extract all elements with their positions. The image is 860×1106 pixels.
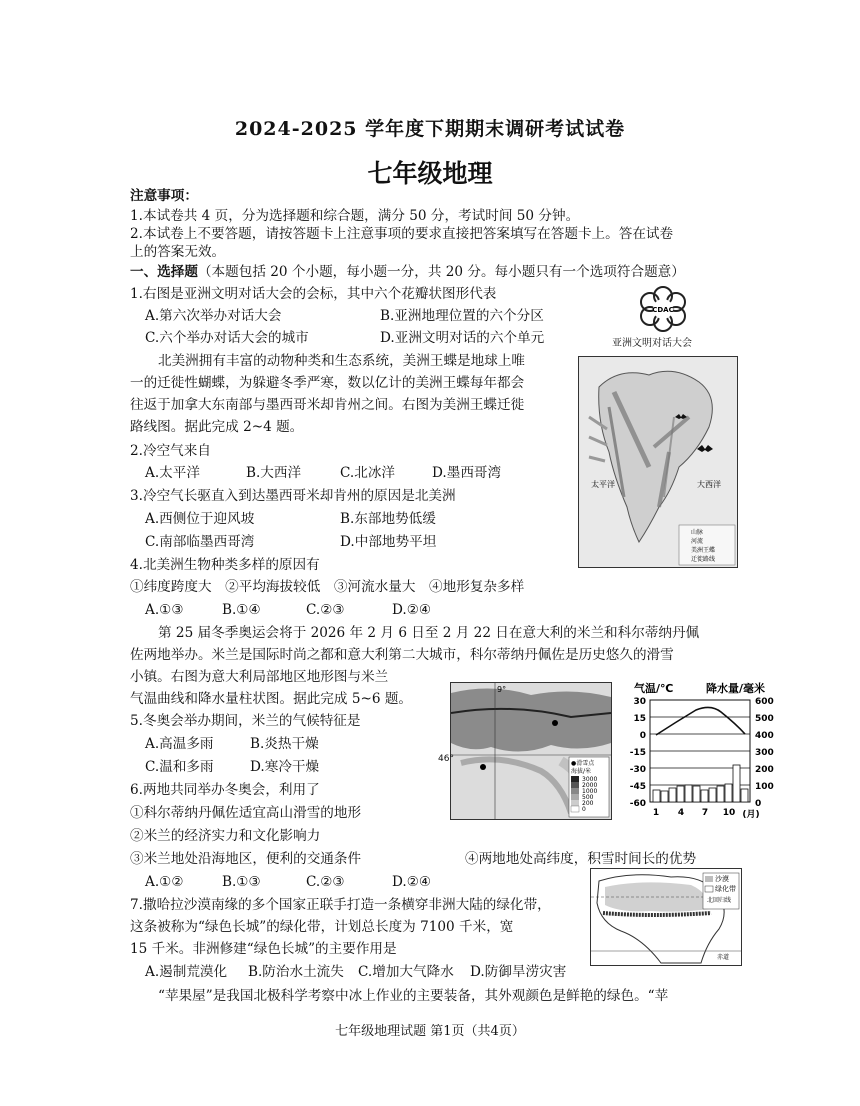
precip-tick-0: 0 [755, 799, 762, 809]
passage3-line1: “苹果屋”是我国北极科学考察中冰上作业的主要装备，其外观颜色是鲜艳的绿色。“苹 [158, 988, 669, 1004]
q7-line2: 这条被称为“绿色长城”的绿化带，计划总长度为 7100 千米，宽 [130, 919, 514, 935]
q1-option-a: A.第六次举办对话大会 [145, 308, 282, 324]
passage1-line2: 一的迁徙性蝴蝶，为躲避冬季严寒，数以亿计的美洲王蝶每年都会 [130, 375, 525, 391]
notice-item-2b: 上的答案无效。 [130, 244, 226, 260]
passage1-line4: 路线图。据此完成 2~4 题。 [130, 419, 304, 435]
legend-value-200: 200 [582, 800, 594, 807]
precip-tick-400: 400 [755, 731, 774, 741]
q3-option-d: D.中部地势平坦 [340, 534, 437, 550]
month-4: 4 [677, 808, 685, 818]
precip-bar [741, 789, 748, 802]
precip-bar [709, 788, 716, 802]
page-footer: 七年级地理试题 第1页（共4页） [335, 1024, 525, 1039]
legend-mountains: 山脉 [691, 529, 704, 536]
q7-line3: 15 千米。非洲修建“绿色长城”的主要作用是 [130, 941, 397, 957]
legend-route: 迁徙路线 [691, 556, 716, 563]
month-unit: (月) [742, 810, 760, 820]
q1-option-c: C.六个举办对话大会的城市 [145, 330, 309, 346]
precip-tick-300: 300 [755, 748, 774, 758]
q4-option-b: B.①④ [222, 602, 261, 618]
precip-axis-title: 降水量/毫米 [706, 682, 766, 695]
q3-stem: 3.冷空气长驱直入到达墨西哥米却肯州的原因是北美洲 [130, 488, 456, 504]
q6-choice-3: ③米兰地处沿海地区，便利的交通条件 [130, 851, 362, 867]
flower-logo-icon [628, 280, 698, 336]
precip-bar [725, 784, 732, 802]
exam-subject: 七年级地理 [367, 159, 493, 188]
passage2-line1: 第 25 届冬季奥运会将于 2026 年 2 月 6 日至 2 月 22 日在意大利的米兰和科尔蒂纳丹佩 [158, 625, 700, 641]
q5-option-b: B.炎热干燥 [250, 736, 319, 752]
legend-elevation-unit: 海拔/米 [571, 768, 592, 775]
label-atlantic: 大西洋 [697, 480, 721, 489]
q7-option-c: C.增加大气降水 [358, 964, 454, 980]
q5-stem: 5.冬奥会举办期间，米兰的气候特征是 [130, 713, 361, 729]
q3-option-c: C.南部临墨西哥湾 [145, 534, 255, 550]
precip-bar [653, 790, 660, 802]
q5-option-d: D.寒冷干燥 [250, 759, 320, 775]
q4-option-a: A.①③ [145, 602, 184, 618]
legend-desert: 沙漠 [715, 875, 729, 883]
temp-tick-minus60: -60 [629, 799, 646, 809]
monarch-migration-map [578, 356, 738, 568]
legend-value-500: 500 [582, 794, 594, 801]
q7-line1: 7.撒哈拉沙漠南缘的多个国家正联手打造一条横穿非洲大陆的绿化带， [130, 897, 551, 913]
legend-green-belt: 绿化带 [715, 885, 736, 893]
q6-choice-2: ②米兰的经济实力和文化影响力 [130, 828, 321, 844]
temp-tick-minus30: -30 [629, 765, 646, 775]
month-1: 1 [652, 808, 660, 818]
precip-tick-600: 600 [755, 697, 774, 707]
q2-option-b: B.大西洋 [246, 465, 302, 481]
month-10: 10 [722, 808, 736, 818]
q2-option-a: A.太平洋 [145, 465, 200, 481]
section-desc: （本题包括 20 个小题，每小题一分，共 20 分。每小题只有一个选项符合题意） [197, 264, 685, 280]
legend-ski-point: ●滑雪点 [571, 760, 595, 767]
notice-item-1: 1.本试卷共 4 页，分为选择题和综合题，满分 50 分，考试时间 50 分钟。 [130, 208, 580, 224]
temp-axis-title: 气温/℃ [634, 682, 674, 695]
exam-title: 2024-2025 学年度下期期末调研考试试卷 [234, 118, 626, 140]
label-pacific: 太平洋 [591, 480, 615, 489]
precip-tick-500: 500 [755, 714, 774, 724]
milan-climate-chart [616, 680, 796, 824]
q4-choices: ①纬度跨度大 ②平均海拔较低 ③河流水量大 ④地形复杂多样 [130, 579, 525, 595]
q6-option-c: C.②③ [306, 874, 345, 890]
passage1-line1: 北美洲拥有丰富的动物种类和生态系统，美洲王蝶是地球上唯 [158, 353, 526, 369]
q3-option-a: A.西侧位于迎风坡 [145, 511, 255, 527]
passage2-line3: 小镇。右图为意大利局部地区地形图与米兰 [130, 669, 389, 685]
q6-stem: 6.两地共同举办冬奥会，利用了 [130, 782, 320, 798]
cortina-marker [552, 720, 558, 726]
q4-option-c: C.②③ [306, 602, 345, 618]
precip-bar [661, 791, 668, 802]
precip-bar [677, 786, 684, 802]
q2-option-c: C.北冰洋 [340, 465, 396, 481]
q2-option-d: D.墨西哥湾 [432, 465, 502, 481]
q5-option-c: C.温和多雨 [145, 759, 214, 775]
label-equator: 赤道 [717, 954, 730, 961]
legend-value-1000: 1000 [582, 788, 598, 795]
legend-value-2000: 2000 [582, 782, 598, 789]
precip-bar [693, 786, 700, 802]
precip-tick-200: 200 [755, 765, 774, 775]
milan-marker [480, 764, 486, 770]
q6-option-d: D.②④ [392, 874, 432, 890]
temp-tick-minus45: -45 [629, 782, 646, 792]
q6-option-b: B.①③ [222, 874, 261, 890]
legend-value-3000: 3000 [582, 776, 598, 783]
precip-bar [701, 790, 708, 802]
q2-stem: 2.冷空气来自 [130, 443, 211, 459]
section-heading [130, 262, 685, 282]
q6-choice-1: ①科尔蒂纳丹佩佐适宜高山滑雪的地形 [130, 805, 362, 821]
notice-item-2a: 2.本试卷上不要答题，请按答题卡上注意事项的要求直接把答案填写在答题卡上。答在试卷 [130, 226, 674, 242]
passage2-line2: 佐两地举办。米兰是国际时尚之都和意大利第二大城市，科尔蒂纳丹佩佐是历史悠久的滑雪 [130, 647, 674, 663]
precip-bar [669, 788, 676, 802]
precip-bar [733, 765, 740, 802]
q1-option-d: D.亚洲文明对话的六个单元 [380, 330, 545, 346]
q7-option-d: D.防御旱涝灾害 [470, 964, 567, 980]
logo-text: CDAC [652, 306, 674, 314]
q7-option-b: B.防治水土流失 [248, 964, 344, 980]
legend-butterfly: 美洲王蝶 [691, 547, 716, 554]
q7-option-a: A.遏制荒漠化 [145, 964, 228, 980]
q4-stem: 4.北美洲生物种类多样的原因有 [130, 557, 320, 573]
latitude-label: 46° [438, 754, 454, 764]
temp-tick-minus15: -15 [629, 748, 646, 758]
month-7: 7 [701, 808, 709, 818]
q4-option-d: D.②④ [392, 602, 432, 618]
temp-tick-0: 0 [639, 731, 646, 741]
q3-option-b: B.东部地势低缓 [340, 511, 436, 527]
q6-option-a: A.①② [145, 874, 184, 890]
temp-tick-15: 15 [633, 714, 646, 724]
q1-option-b: B.亚洲地理位置的六个分区 [380, 308, 544, 324]
q1-stem: 1.右图是亚洲文明对话大会的会标，其中六个花瓣状图形代表 [130, 286, 497, 302]
longitude-label: 9° [497, 685, 507, 694]
cdac-logo [628, 280, 698, 336]
italy-terrain-map [450, 682, 612, 820]
precip-bar [717, 786, 724, 802]
legend-rivers: 河流 [691, 538, 704, 545]
legend-value-0: 0 [582, 806, 586, 813]
section-label: 一、选择题 [130, 264, 198, 280]
passage1-line3: 往返于加拿大东南部与墨西哥米却肯州之间。右图为美洲王蝶迁徙 [130, 397, 525, 413]
africa-green-wall-map [590, 868, 742, 966]
legend-tropic: 北回归线 [707, 897, 732, 904]
precip-tick-100: 100 [755, 782, 774, 792]
q5-option-a: A.高温多雨 [145, 736, 214, 752]
logo-caption: 亚洲文明对话大会 [612, 338, 692, 349]
precip-bar [685, 785, 692, 802]
q6-choice-4: ④两地地处高纬度，积雪时间长的优势 [465, 851, 697, 867]
passage2-line4: 气温曲线和降水量柱状图。据此完成 5~6 题。 [130, 691, 413, 707]
notice-heading: 注意事项： [130, 188, 198, 204]
temp-tick-30: 30 [633, 697, 646, 707]
